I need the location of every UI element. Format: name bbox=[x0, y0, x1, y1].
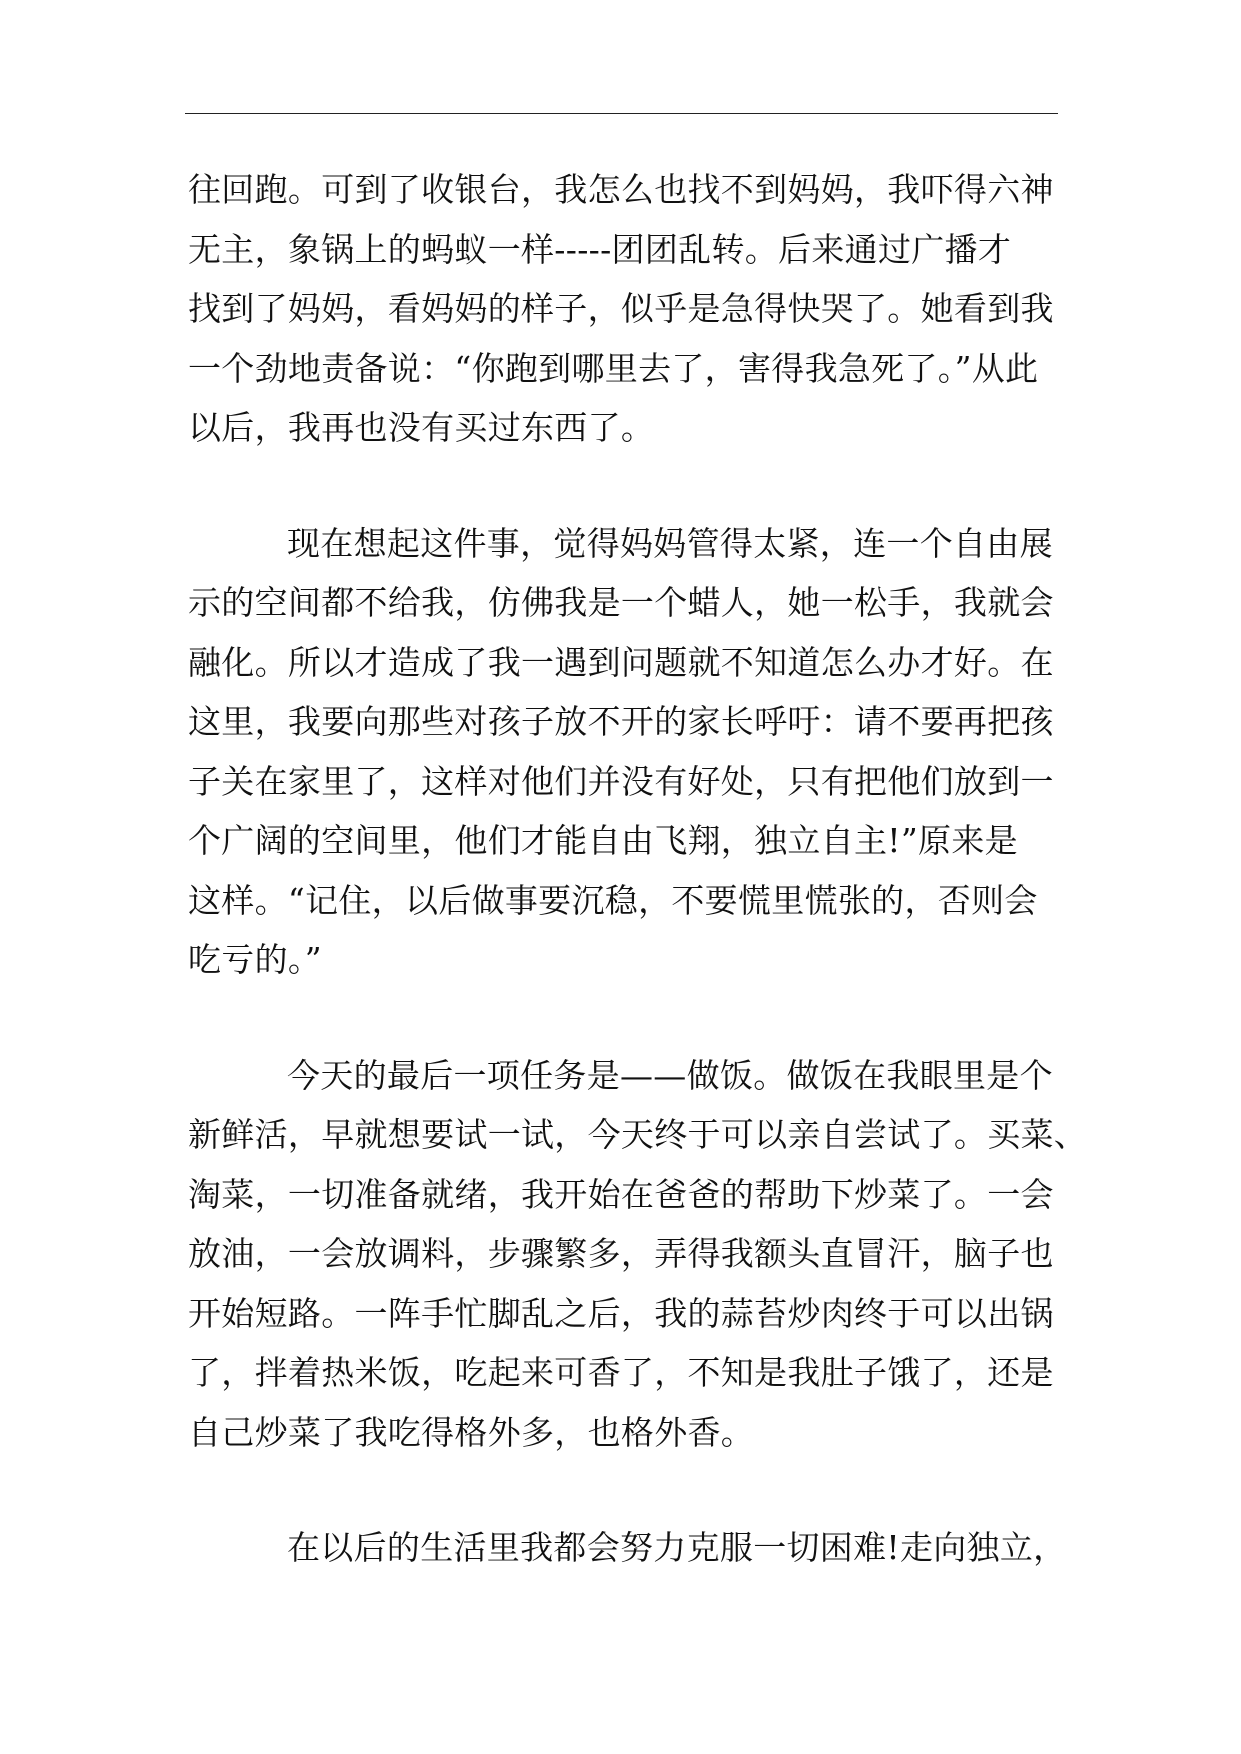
text-line: 融化。所以才造成了我一遇到问题就不知道怎么办才好。在 bbox=[188, 642, 1054, 682]
text-line: 以后，我再也没有买过东西了。 bbox=[188, 408, 655, 447]
text-line: 这样。“记住，以后做事要沉稳，不要慌里慌张的，否则会 bbox=[188, 880, 1038, 920]
paragraph-spacer bbox=[188, 990, 1058, 1046]
paragraph-spacer bbox=[188, 458, 1058, 514]
paragraph-spacer bbox=[188, 1462, 1058, 1518]
header-rule bbox=[185, 113, 1058, 114]
text-line: 今天的最后一项任务是——做饭。做饭在我眼里是个 bbox=[287, 1055, 1053, 1095]
text-line: 自己炒菜了我吃得格外多，也格外香。 bbox=[188, 1412, 755, 1452]
text-line: 吃亏的。” bbox=[188, 940, 322, 979]
text-line: 了，拌着热米饭，吃起来可香了，不知是我肚子饿了，还是 bbox=[188, 1353, 1054, 1392]
text-line: 在以后的生活里我都会努力克服一切困难!走向独立， bbox=[287, 1528, 1067, 1567]
paragraph-4 bbox=[188, 1518, 1067, 1578]
text-line: 子关在家里了，这样对他们并没有好处，只有把他们放到一 bbox=[188, 761, 1054, 801]
text-line: 示的空间都不给我，仿佛我是一个蜡人，她一松手，我就会 bbox=[188, 583, 1054, 622]
text-line: 找到了妈妈，看妈妈的样子，似乎是急得快哭了。她看到我 bbox=[188, 289, 1054, 328]
text-line: 无主，象锅上的蚂蚁一样-----团团乱转。后来通过广播才 bbox=[188, 229, 1012, 269]
text-line: 淘菜，一切准备就绪，我开始在爸爸的帮助下炒菜了。一会 bbox=[188, 1174, 1054, 1214]
text-line: 新鲜活，早就想要试一试，今天终于可以亲自尝试了。买菜、 bbox=[188, 1115, 1088, 1154]
text-line: 这里，我要向那些对孩子放不开的家长呼吁：请不要再把孩 bbox=[188, 702, 1054, 741]
text-line: 现在想起这件事，觉得妈妈管得太紧，连一个自由展 bbox=[287, 523, 1053, 563]
text-line: 开始短路。一阵手忙脚乱之后，我的蒜苔炒肉终于可以出锅 bbox=[188, 1293, 1054, 1333]
paragraph-1 bbox=[188, 160, 1058, 458]
text-line: 一个劲地责备说：“你跑到哪里去了，害得我急死了。”从此 bbox=[188, 348, 1039, 388]
text-line: 放油，一会放调料，步骤繁多，弄得我额头直冒汗，脑子也 bbox=[188, 1234, 1054, 1273]
paragraph-2 bbox=[188, 514, 1058, 990]
document-body bbox=[188, 160, 1088, 1578]
text-line: 个广阔的空间里，他们才能自由飞翔，独立自主!”原来是 bbox=[188, 821, 1018, 860]
paragraph-3 bbox=[188, 1046, 1088, 1463]
text-line: 往回跑。可到了收银台，我怎么也找不到妈妈，我吓得六神 bbox=[188, 170, 1054, 209]
